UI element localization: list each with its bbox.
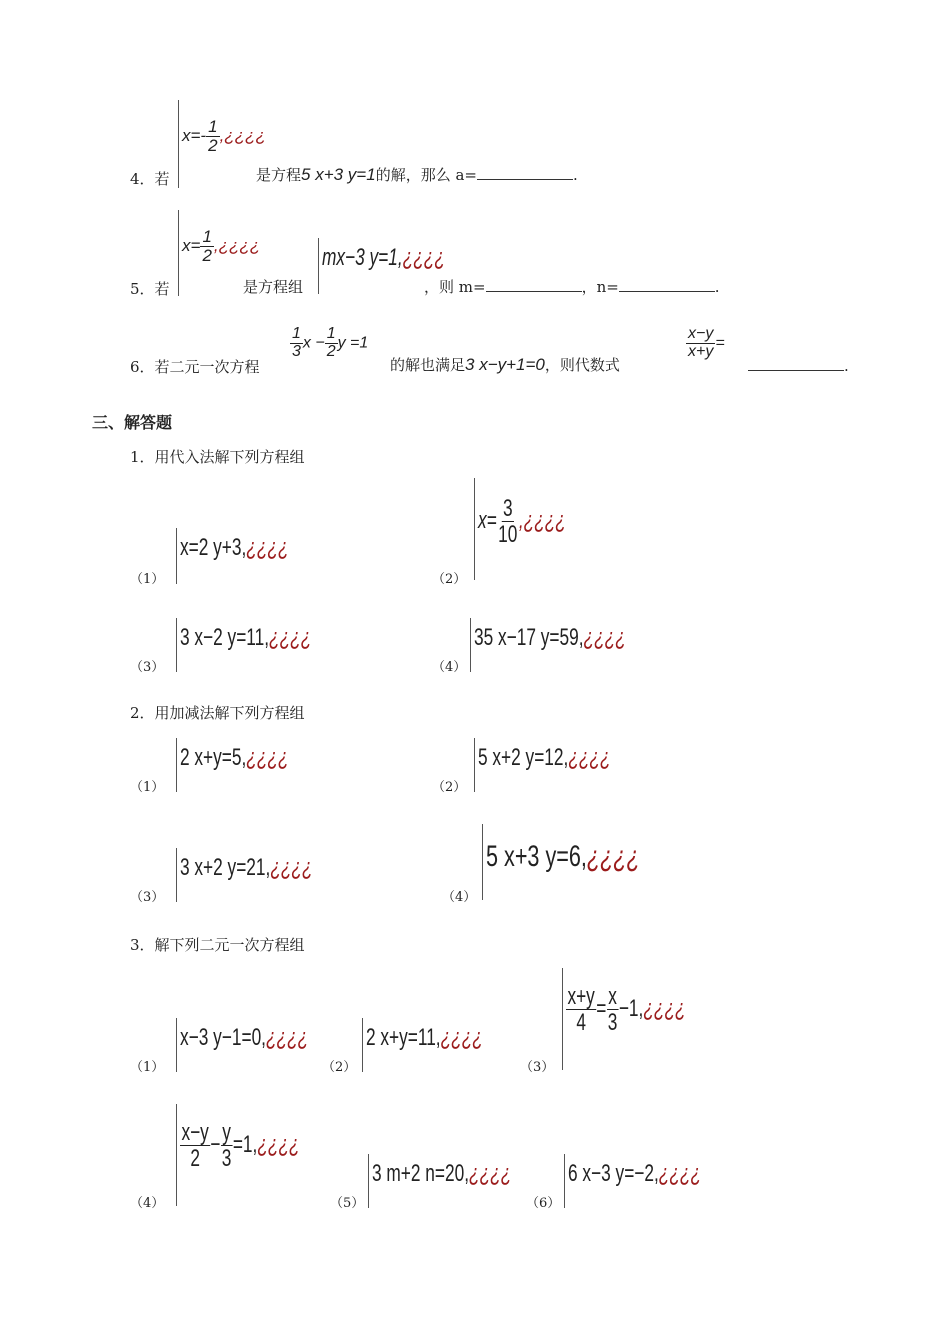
p3-item3-eq: $\frac{x+y}{4}$ = $\frac{x}{3}$ −1,¿¿¿¿ (567, 983, 686, 1037)
p2-item1-label: （1） (130, 780, 165, 795)
p1-item3-brace (176, 618, 177, 672)
p1-item1-brace (176, 528, 177, 584)
p3-item6-eq: 6 x−3 y=−2,¿¿¿¿ (568, 1160, 702, 1187)
q4-text: 是方程5 x+3 y=1的解，那么 a= . (256, 165, 578, 184)
q5-mid: 是方程组 (243, 278, 304, 296)
q6-label: 6．若二元一次方程 (130, 358, 260, 376)
p1-item2-brace (474, 478, 475, 580)
q4-equation: 5 x+3 y=1 (301, 165, 376, 184)
q4-label: 4．若 (130, 170, 170, 188)
p3-item6-label: （6） (526, 1196, 561, 1211)
p3-item1-brace (176, 1018, 177, 1072)
p2-item2-eq: 5 x+2 y=12,¿¿¿¿ (478, 744, 611, 771)
p1-item4-label: （4） (432, 660, 467, 675)
p3-item4-brace (176, 1104, 177, 1206)
q6-expression: $\frac{x-y}{x+y}$ = (688, 325, 725, 360)
p2-item3-label: （3） (130, 890, 165, 905)
p3-item5-eq: 3 m+2 n=20,¿¿¿¿ (372, 1160, 512, 1187)
p3-item5-label: （5） (330, 1196, 365, 1211)
q4-answer-blank[interactable] (477, 165, 573, 180)
p3-item5-brace (368, 1154, 369, 1208)
p3-item6-brace (564, 1154, 565, 1208)
p3-item1-eq: x−3 y−1=0,¿¿¿¿ (180, 1024, 309, 1051)
q5-system2: mx−3 y=1,¿¿¿¿ (322, 244, 445, 271)
p2-item1-eq: 2 x+y=5,¿¿¿¿ (180, 744, 289, 771)
q6-text: 的解也满足3 x−y+1=0，则代数式 (390, 355, 620, 374)
part1-title: 1．用代入法解下列方程组 (130, 448, 305, 466)
p1-item4-brace (470, 618, 471, 672)
p1-item2-eq: x= $\frac{3}{10}$ ,¿¿¿¿ (478, 495, 566, 549)
p1-item4-eq: 35 x−17 y=59,¿¿¿¿ (474, 624, 626, 651)
q5-brace (178, 210, 179, 296)
part2-title: 2．用加减法解下列方程组 (130, 704, 305, 722)
q5-text: ，则 m= ，n= . (424, 278, 720, 296)
p1-item2-label: （2） (432, 572, 467, 587)
p3-item1-label: （1） (130, 1060, 165, 1075)
p2-item4-brace (482, 824, 483, 900)
p2-item2-brace (474, 738, 475, 792)
q6-equation: $\frac{1}{3}$ x − $\frac{1}{2}$ y =1 (292, 325, 369, 360)
p3-item3-brace (562, 968, 563, 1070)
p1-item1-eq: x=2 y+3,¿¿¿¿ (180, 534, 289, 561)
p1-item1-label: （1） (130, 572, 165, 587)
part3-title: 3．解下列二元一次方程组 (130, 936, 305, 954)
q4-system: x=- $\frac{1}{2}$ ,¿¿¿¿ (182, 117, 266, 155)
q5-m-blank[interactable] (486, 277, 582, 292)
p3-item2-brace (362, 1018, 363, 1072)
p2-item2-label: （2） (432, 780, 467, 795)
p1-item3-eq: 3 x−2 y=11,¿¿¿¿ (180, 624, 312, 651)
p2-item1-brace (176, 738, 177, 792)
p2-item4-label: （4） (442, 890, 477, 905)
q4-fraction: $\frac{1}{2}$ (208, 117, 218, 155)
p2-item4-eq: 5 x+3 y=6,¿¿¿¿ (486, 840, 640, 873)
q5-n-blank[interactable] (619, 277, 715, 292)
q4-brace (178, 100, 179, 188)
q5-brace2 (318, 238, 319, 294)
q5-label: 5．若 (130, 280, 170, 298)
p3-item2-eq: 2 x+y=11,¿¿¿¿ (366, 1024, 483, 1051)
p3-item4-eq: $\frac{x-y}{2}$ − $\frac{y}{3}$ =1,¿¿¿¿ (181, 1119, 300, 1173)
p3-item3-label: （3） (520, 1060, 555, 1075)
q6-answer-blank[interactable] (748, 356, 844, 371)
p3-item2-label: （2） (322, 1060, 357, 1075)
p2-item3-eq: 3 x+2 y=21,¿¿¿¿ (180, 854, 313, 881)
p3-item4-label: （4） (130, 1196, 165, 1211)
q5-system: x= $\frac{1}{2}$ ,¿¿¿¿ (182, 227, 261, 265)
section-title: 三、解答题 (92, 413, 173, 432)
p2-item3-brace (176, 848, 177, 902)
q6-answer: . (748, 356, 849, 375)
p1-item3-label: （3） (130, 660, 165, 675)
